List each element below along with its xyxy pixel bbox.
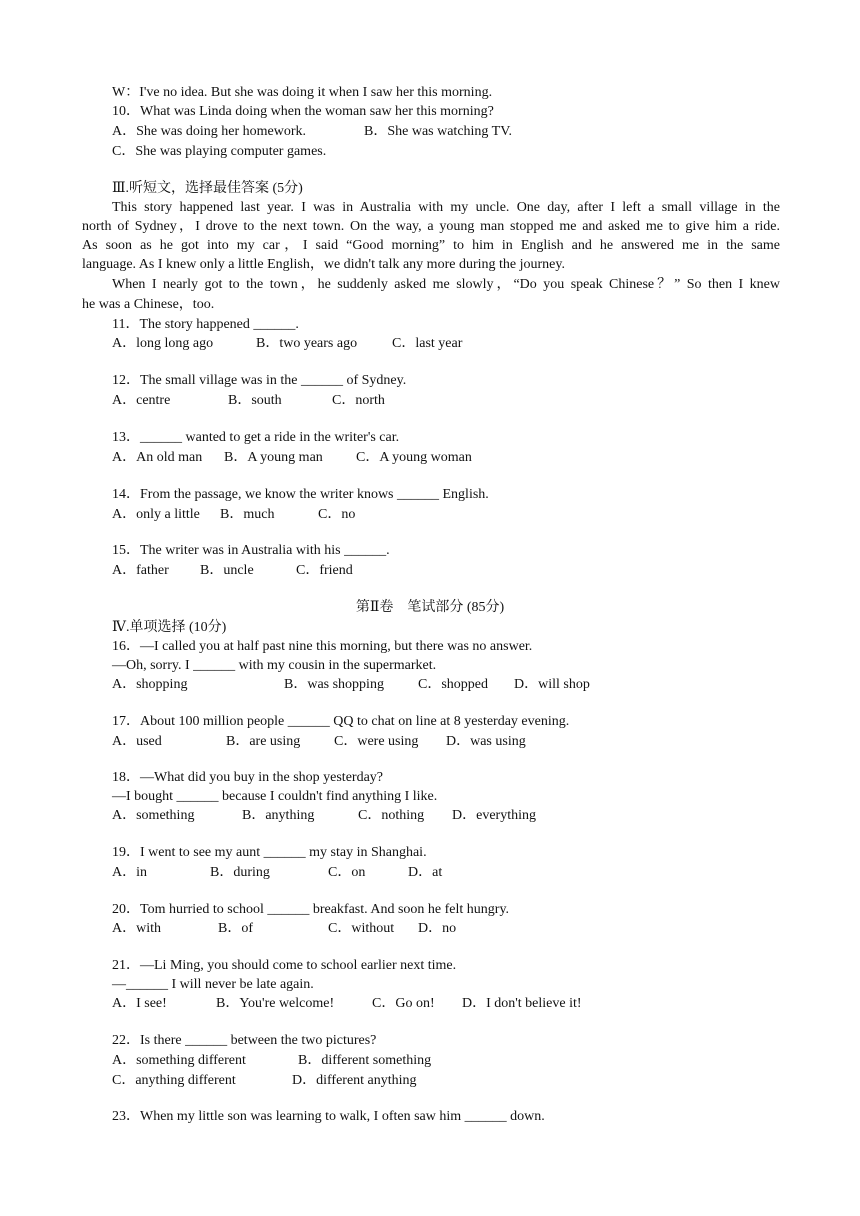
question-11-stem: 11．The story happened ______. (112, 317, 299, 332)
section-4-heading: Ⅳ.单项选择 (10分) (112, 620, 227, 635)
question-18-stem: —I bought ______ because I couldn't find anything I like. (112, 789, 438, 804)
question-21-option-b: B．You're welcome! (216, 996, 335, 1011)
question-16-option-d: D．will shop (514, 677, 590, 692)
question-13-option-b: B．A young man (224, 450, 323, 465)
passage-line: When I nearly got to the town，he suddenly asked me slowly，“Do you speak Chinese？” So then I knew (112, 277, 780, 292)
question-15-option-b: B．uncle (200, 563, 254, 578)
question-22-option-c: C．anything different (112, 1073, 236, 1088)
question-21-option-d: D．I don't believe it! (462, 996, 582, 1011)
question-12-option-a: A．centre (112, 393, 171, 408)
question-17-option-a: A．used (112, 734, 162, 749)
question-13-option-a: A．An old man (112, 450, 203, 465)
question-15-stem: 15．The writer was in Australia with his ______. (112, 543, 390, 558)
passage-line: language. As I knew only a little English，we didn't talk any more during the journey. (82, 257, 565, 272)
question-12-stem: 12．The small village was in the ______ of Sydney. (112, 373, 407, 388)
question-19-option-c: C．on (328, 865, 366, 880)
question-17-option-c: C．were using (334, 734, 419, 749)
question-19-stem: 19．I went to see my aunt ______ my stay in Shanghai. (112, 845, 427, 860)
question-22-option-a: A．something different (112, 1053, 246, 1068)
question-10-option-b: B．She was watching TV. (364, 124, 513, 139)
passage-line: As soon as he got into my car，I said “Good morning” to him in English and he answered me in the same (82, 238, 780, 253)
question-20-option-d: D．no (418, 921, 457, 936)
question-20-option-b: B．of (218, 921, 253, 936)
question-14-option-a: A．only a little (112, 507, 200, 522)
question-12-option-c: C．north (332, 393, 385, 408)
section-3-heading: Ⅲ.听短文，选择最佳答案 (5分) (112, 181, 303, 196)
question-18-stem: 18．—What did you buy in the shop yesterday? (112, 770, 384, 785)
question-20-stem: 20．Tom hurried to school ______ breakfast. And soon he felt hungry. (112, 902, 510, 917)
question-10-option-c: C．She was playing computer games. (112, 144, 327, 159)
question-22-option-b: B．different something (298, 1053, 432, 1068)
question-16-stem: —Oh, sorry. I ______ with my cousin in the supermarket. (112, 658, 437, 673)
question-18-option-a: A．something (112, 808, 195, 823)
question-18-option-d: D．everything (452, 808, 536, 823)
question-10-option-a: A．She was doing her homework. (112, 124, 307, 139)
question-10-stem: 10．What was Linda doing when the woman saw her this morning? (112, 104, 494, 119)
question-15-option-a: A．father (112, 563, 169, 578)
question-21-option-c: C．Go on! (372, 996, 435, 1011)
question-12-option-b: B．south (228, 393, 282, 408)
passage-line: he was a Chinese，too. (82, 297, 215, 312)
question-23-stem: 23．When my little son was learning to walk, I often saw him ______ down. (112, 1109, 545, 1124)
question-16-stem: 16．—I called you at half past nine this morning, but there was no answer. (112, 639, 533, 654)
question-21-option-a: A．I see! (112, 996, 167, 1011)
question-14-option-b: B．much (220, 507, 275, 522)
passage-line: This story happened last year. I was in Australia with my uncle. One day, after I left a small village in the (112, 200, 780, 215)
question-19-option-b: B．during (210, 865, 270, 880)
part-2-title: 第Ⅱ卷 笔试部分 (85分) (355, 600, 505, 615)
question-17-option-b: B．are using (226, 734, 301, 749)
question-21-stem: 21．—Li Ming, you should come to school earlier next time. (112, 958, 457, 973)
question-14-option-c: C．no (318, 507, 356, 522)
question-16-option-b: B．was shopping (284, 677, 384, 692)
question-11-option-b: B．two years ago (256, 336, 358, 351)
question-19-option-a: A．in (112, 865, 147, 880)
question-22-option-d: D．different anything (292, 1073, 417, 1088)
question-11-option-c: C．last year (392, 336, 463, 351)
question-20-option-a: A．with (112, 921, 161, 936)
question-11-option-a: A．long long ago (112, 336, 214, 351)
question-16-option-c: C．shopped (418, 677, 488, 692)
question-16-option-a: A．shopping (112, 677, 188, 692)
passage-line: north of Sydney，I drove to the next town. On the way, a young man stopped me and asked me to give him a ride. (82, 219, 780, 234)
question-17-stem: 17．About 100 million people ______ QQ to chat on line at 8 yesterday evening. (112, 714, 570, 729)
question-19-option-d: D．at (408, 865, 443, 880)
question-21-stem: —______ I will never be late again. (112, 977, 314, 992)
question-13-stem: 13．______ wanted to get a ride in the writer's car. (112, 430, 400, 445)
question-13-option-c: C．A young woman (356, 450, 472, 465)
question-17-option-d: D．was using (446, 734, 526, 749)
question-22-stem: 22．Is there ______ between the two pictures? (112, 1033, 377, 1048)
question-15-option-c: C．friend (296, 563, 353, 578)
question-18-option-b: B．anything (242, 808, 315, 823)
dialogue-line: W：I've no idea. But she was doing it when I saw her this morning. (112, 85, 493, 100)
question-20-option-c: C．without (328, 921, 395, 936)
question-18-option-c: C．nothing (358, 808, 425, 823)
question-14-stem: 14．From the passage, we know the writer knows ______ English. (112, 487, 489, 502)
